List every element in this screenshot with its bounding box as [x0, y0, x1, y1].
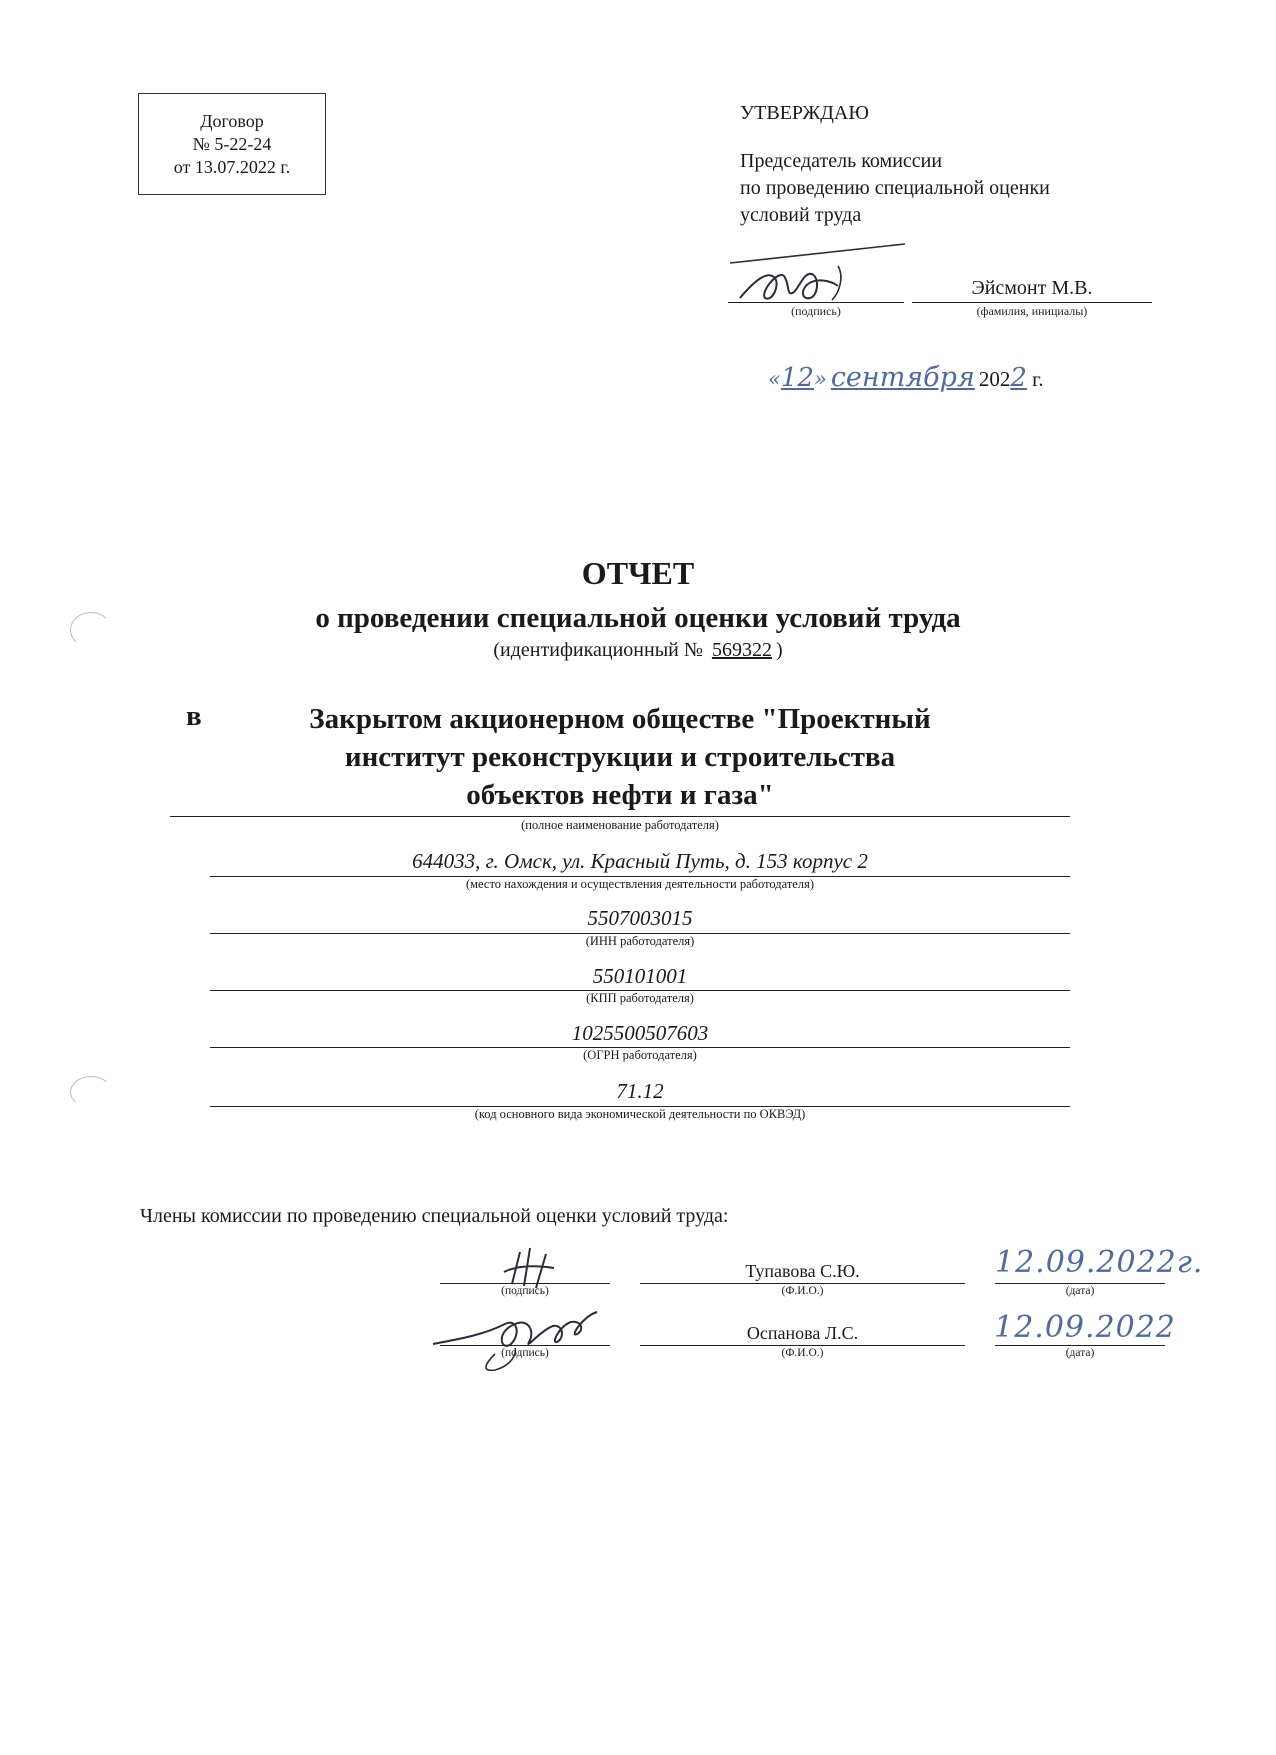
approval-heading: УТВЕРЖДАЮ	[740, 102, 869, 124]
employer-okved: 71.12	[616, 1079, 664, 1103]
member-2-date-caption: (дата)	[1065, 1347, 1095, 1359]
approval-position-line-2: по проведению специальной оценки	[740, 177, 1050, 199]
employer-address-caption: (место нахождения и осуществления деятельности работодателя)	[465, 877, 815, 891]
employer-ogrn: 1025500507603	[571, 1021, 709, 1045]
employer-prefix: в	[186, 700, 202, 732]
date-month: сентября	[830, 362, 975, 393]
members-heading: Члены комиссии по проведению специальной оценки условий труда:	[140, 1205, 729, 1227]
employer-address: 644033, г. Омск, ул. Красный Путь, д. 153 корпус 2	[412, 849, 868, 873]
employer-name-line-2: институт реконструкции и строительства	[344, 741, 896, 773]
scan-mark	[70, 1076, 112, 1108]
contract-box	[138, 93, 326, 195]
employer-kpp: 550101001	[592, 964, 688, 988]
date-open-quote: «	[768, 367, 781, 391]
approval-date	[768, 362, 1044, 393]
report-id-close: )	[775, 639, 783, 661]
contract-date: от 13.07.2022 г.	[173, 156, 291, 177]
employer-name-line-1: Закрытом акционерном обществе "Проектный	[309, 703, 931, 735]
employer-ogrn-caption: (ОГРН работодателя)	[583, 1048, 697, 1062]
employer-inn: 5507003015	[587, 906, 693, 930]
report-id-line	[0, 639, 1276, 662]
chairman-name-caption: (фамилия, инициалы)	[976, 304, 1088, 318]
member-1-date: 12.09.2022г.	[995, 1245, 1204, 1280]
contract-label: Договор	[200, 110, 264, 131]
member-1-signature-caption: (подпись)	[501, 1285, 549, 1297]
report-title: ОТЧЕТ	[581, 555, 695, 591]
member-1-name: Тупавова С.Ю.	[745, 1261, 860, 1281]
contract-number: № 5-22-24	[192, 133, 272, 154]
report-id-label: (идентификационный №	[493, 639, 703, 661]
date-day: 12	[780, 363, 814, 393]
approval-position-line-1: Председатель комиссии	[740, 150, 943, 172]
employer-name	[240, 700, 1000, 814]
report-id-number: 569322	[711, 639, 772, 661]
employer-kpp-caption: (КПП работодателя)	[586, 991, 694, 1005]
employer-inn-caption: (ИНН работодателя)	[585, 934, 695, 948]
date-suffix: г.	[1032, 367, 1044, 391]
date-year-digit: 2	[1010, 363, 1027, 393]
member-1-name-caption: (Ф.И.О.)	[781, 1285, 824, 1297]
approval-position-line-3: условий труда	[740, 204, 862, 226]
report-subtitle: о проведении специальной оценки условий труда	[315, 602, 961, 634]
member-2-name: Оспанова Л.С.	[746, 1323, 859, 1343]
member-2-date: 12.09.2022	[994, 1310, 1176, 1345]
member-1-date-caption: (дата)	[1065, 1285, 1095, 1297]
date-year-prefix: 202	[978, 367, 1011, 391]
member-2-name-caption: (Ф.И.О.)	[781, 1347, 824, 1359]
member-2-signature-caption: (подпись)	[501, 1347, 549, 1359]
employer-name-line-3: объектов нефти и газа"	[466, 779, 774, 811]
employer-name-caption: (полное наименование работодателя)	[521, 818, 719, 832]
chairman-signature-caption: (подпись)	[791, 304, 841, 318]
date-close-quote: »	[813, 367, 827, 391]
chairman-name: Эйсмонт М.В.	[971, 277, 1093, 299]
employer-okved-caption: (код основного вида экономической деятельности по ОКВЭД)	[474, 1107, 806, 1121]
member-2-signature	[425, 1294, 625, 1378]
